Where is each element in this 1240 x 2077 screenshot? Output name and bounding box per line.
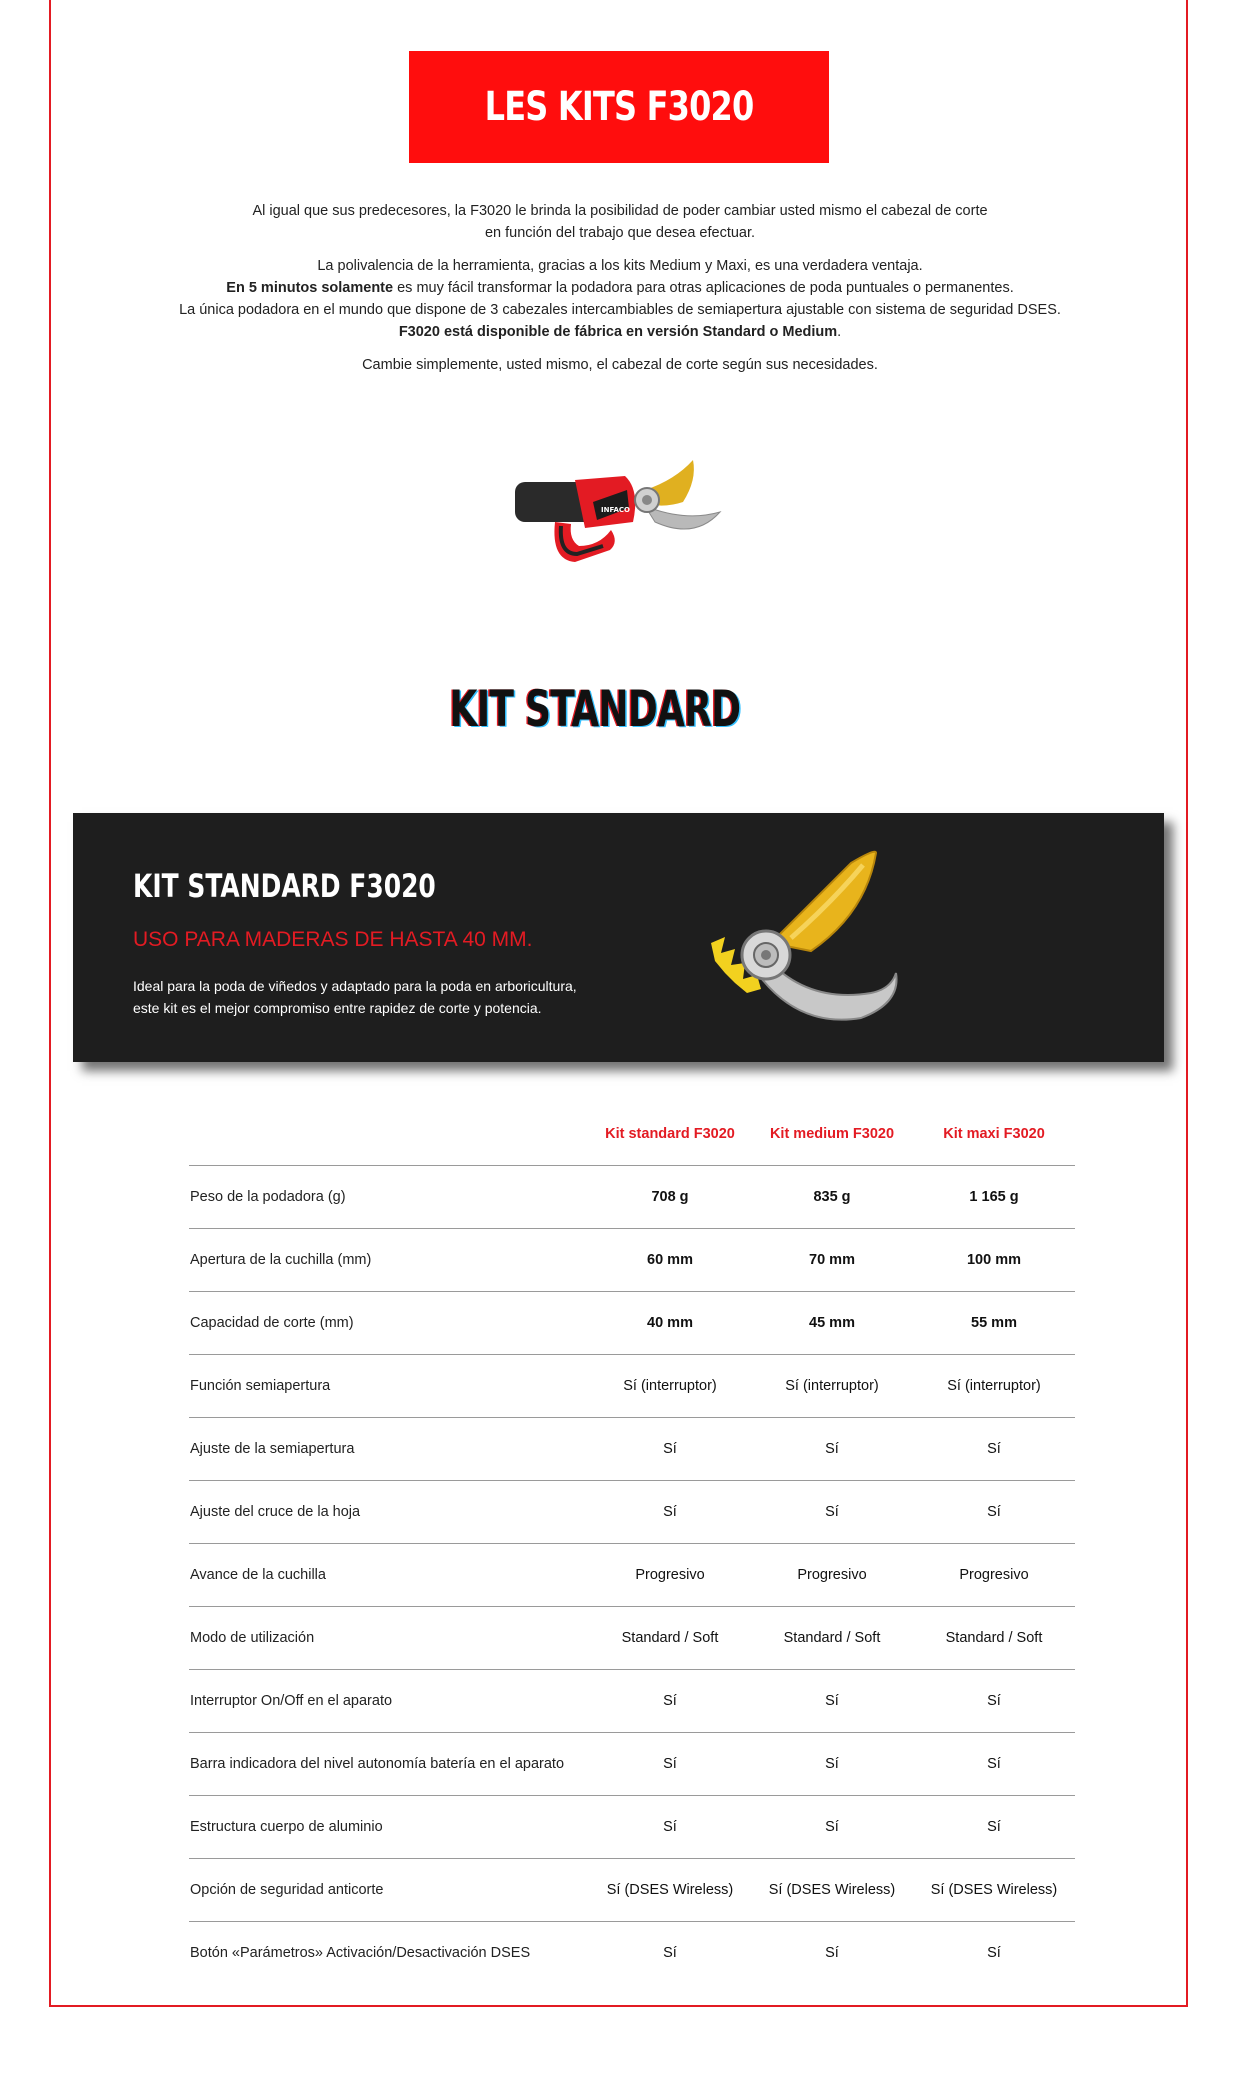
pivot-center (642, 495, 652, 505)
cell-medium: Progresivo (751, 1544, 913, 1607)
cell-standard: Sí (DSES Wireless) (589, 1859, 751, 1922)
table-row (189, 1544, 1075, 1607)
cell-maxi: Sí (913, 1670, 1075, 1733)
cell-maxi: Sí (913, 1481, 1075, 1544)
table-row (189, 1796, 1075, 1859)
cell-maxi: 55 mm (913, 1292, 1075, 1355)
row-label: Interruptor On/Off en el aparato (189, 1670, 589, 1733)
cell-medium: Sí (751, 1481, 913, 1544)
cell-medium: 835 g (751, 1166, 913, 1229)
cell-maxi: Sí (913, 1733, 1075, 1796)
intro-p2-line4-end: . (837, 324, 842, 340)
row-label: Avance de la cuchilla (189, 1544, 589, 1607)
intro-p2-line2: es muy fácil transformar la podadora para otras aplicaciones de poda puntuales o permanentes. (393, 280, 1014, 296)
table-row (189, 1607, 1075, 1670)
cell-medium: Sí (751, 1418, 913, 1481)
table-row (189, 1355, 1075, 1418)
table-header-medium: Kit medium F3020 (751, 1103, 913, 1166)
table-header-blank (189, 1103, 589, 1166)
cell-maxi: Sí (DSES Wireless) (913, 1859, 1075, 1922)
row-label: Ajuste de la semiapertura (189, 1418, 589, 1481)
kit-pivot-center (761, 950, 771, 960)
cell-standard: Sí (663, 1945, 677, 1961)
intro-p1-line1: Al igual que sus predecesores, la F3020 le brinda la posibilidad de poder cambiar usted mismo el cabezal de corte (252, 203, 988, 219)
cell-standard: Sí (589, 1418, 751, 1481)
cell-maxi: 100 mm (913, 1229, 1075, 1292)
cell-standard: Sí (589, 1670, 751, 1733)
table-row (189, 1859, 1075, 1922)
cell-standard: Sí (589, 1733, 751, 1796)
row-label: Función semiapertura (189, 1355, 589, 1418)
cell-standard: Sí (interruptor) (589, 1355, 751, 1418)
row-label: Opción de seguridad anticorte (189, 1859, 589, 1922)
cell-maxi: Standard / Soft (913, 1607, 1075, 1670)
table-header-standard: Kit standard F3020 (589, 1103, 751, 1166)
cell-standard: Sí (589, 1481, 751, 1544)
cell-standard: Standard / Soft (589, 1607, 751, 1670)
panel-subtitle: USO PARA MADERAS DE HASTA 40 MM. (133, 928, 533, 951)
title-banner (409, 51, 829, 163)
pruner-image (515, 450, 735, 590)
row-label: Botón «Parámetros» Activación/Desactivación DSES (190, 1945, 531, 1961)
cell-medium: Sí (751, 1733, 913, 1796)
table-header-maxi: Kit maxi F3020 (913, 1103, 1075, 1166)
brand-mark: INFACO (601, 506, 630, 514)
cell-standard: Progresivo (589, 1544, 751, 1607)
cell-maxi: Sí (interruptor) (913, 1355, 1075, 1418)
table-row (189, 1922, 1075, 1985)
kit-panel (73, 813, 1164, 1062)
panel-description (133, 975, 613, 1019)
row-label: Ajuste del cruce de la hoja (189, 1481, 589, 1544)
cell-medium: 70 mm (751, 1229, 913, 1292)
cell-maxi: 1 165 g (913, 1166, 1075, 1229)
panel-desc-line2: este kit es el mejor compromiso entre rapidez de corte y potencia. (133, 1000, 542, 1016)
cell-medium: Standard / Soft (751, 1607, 913, 1670)
intro-p2-bold-2: F3020 está disponible de fábrica en versión Standard o Medium (398, 324, 838, 340)
table-row (189, 1418, 1075, 1481)
cell-maxi: Sí (913, 1418, 1075, 1481)
row-label: Modo de utilización (189, 1607, 589, 1670)
cell-maxi: Progresivo (913, 1544, 1075, 1607)
silver-blade (645, 506, 720, 529)
row-label: Barra indicadora del nivel autonomía batería en el aparato (189, 1733, 589, 1796)
cell-standard: 708 g (589, 1166, 751, 1229)
cell-medium: Sí (751, 1670, 913, 1733)
intro-p2-line3: La única podadora en el mundo que dispone de 3 cabezales intercambiables de semiapertura ajustable con sistema de seguridad DSES. (179, 302, 1061, 318)
section-title (0, 680, 1190, 738)
table-row (189, 1481, 1075, 1544)
panel-desc-line1: Ideal para la poda de viñedos y adaptado para la poda en arboricultura, (133, 978, 577, 994)
row-label: Estructura cuerpo de aluminio (189, 1796, 589, 1859)
intro-paragraph-3: Cambie simplemente, usted mismo, el cabezal de corte según sus necesidades. (362, 357, 878, 373)
panel-title: KIT STANDARD F3020 (133, 867, 436, 905)
cell-standard: Sí (589, 1796, 751, 1859)
intro-p2-line1: La polivalencia de la herramienta, gracias a los kits Medium y Maxi, es una verdadera ventaja. (317, 258, 923, 274)
row-label: Capacidad de corte (mm) (189, 1292, 589, 1355)
table-row (189, 1292, 1075, 1355)
intro-paragraph-2 (120, 255, 1120, 343)
intro-text (120, 200, 1120, 387)
blade-kit-image (691, 843, 961, 1033)
table-row (189, 1733, 1075, 1796)
table-row (189, 1670, 1075, 1733)
cell-medium: Sí (751, 1796, 913, 1859)
cell-medium: Sí (825, 1945, 839, 1961)
row-label: Apertura de la cuchilla (mm) (189, 1229, 589, 1292)
cell-medium: Sí (interruptor) (751, 1355, 913, 1418)
table-row (189, 1229, 1075, 1292)
table-row (189, 1166, 1075, 1229)
table-header-row (189, 1103, 1075, 1166)
intro-p1-line2: en función del trabajo que desea efectuar. (484, 225, 756, 241)
cell-medium: Sí (DSES Wireless) (751, 1859, 913, 1922)
section-title-text: KIT STANDARD (449, 680, 741, 738)
row-label: Peso de la podadora (g) (189, 1166, 589, 1229)
intro-p2-bold: En 5 minutos solamente (226, 280, 394, 296)
cell-standard: 60 mm (589, 1229, 751, 1292)
page-title: LES KITS F3020 (484, 84, 754, 130)
cell-maxi: Sí (913, 1796, 1075, 1859)
cell-medium: 45 mm (751, 1292, 913, 1355)
cell-standard: 40 mm (589, 1292, 751, 1355)
intro-paragraph-1 (120, 200, 1120, 244)
cell-maxi: Sí (987, 1945, 1001, 1961)
spec-table (189, 1103, 1075, 1984)
